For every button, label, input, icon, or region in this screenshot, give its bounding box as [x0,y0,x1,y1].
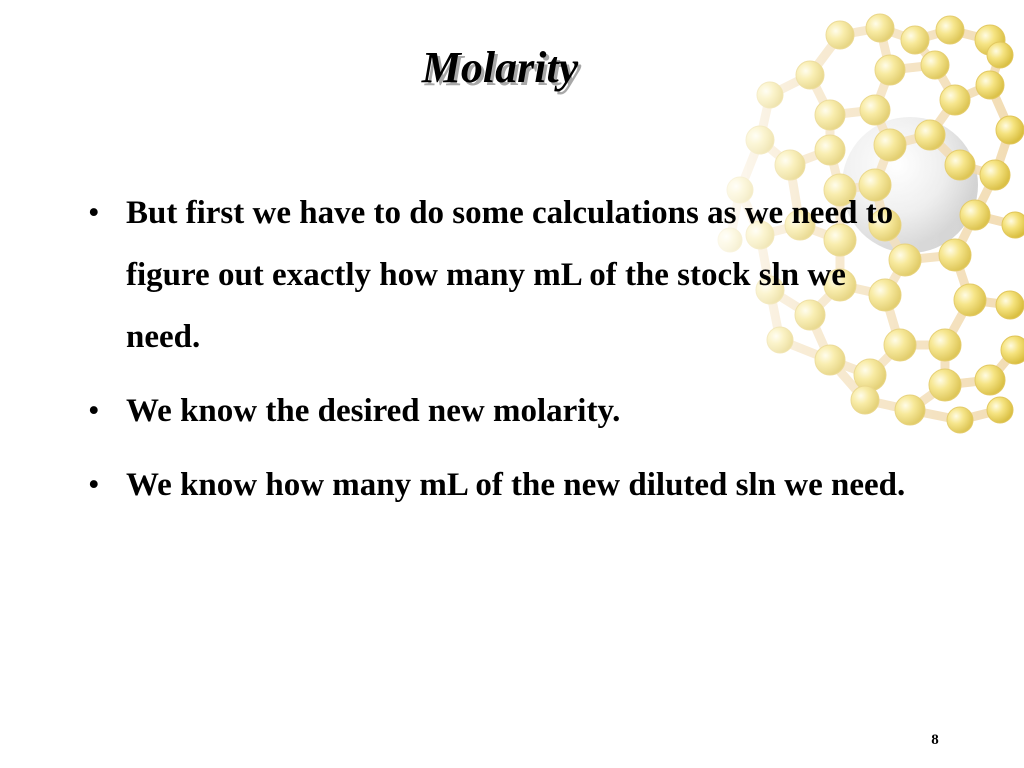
bullet-item [0,454,1024,516]
page-number: 8 [931,732,939,748]
bullet-dot: • [88,467,100,503]
bullet-item [0,182,1024,368]
bullet-text: We know the desired new molarity. [126,393,621,429]
bullet-item [0,380,1024,442]
bullet-dot: • [88,195,100,231]
bullet-dot: • [88,393,100,429]
bullet-text: We know how many mL of the new diluted sln we need. [126,467,906,503]
bullet-list [0,182,1024,528]
bullet-text: But first we have to do some calculations as we need to figure out exactly how many mL of the stock sln we need. [126,195,894,355]
slide-title: Molarity [421,43,579,92]
